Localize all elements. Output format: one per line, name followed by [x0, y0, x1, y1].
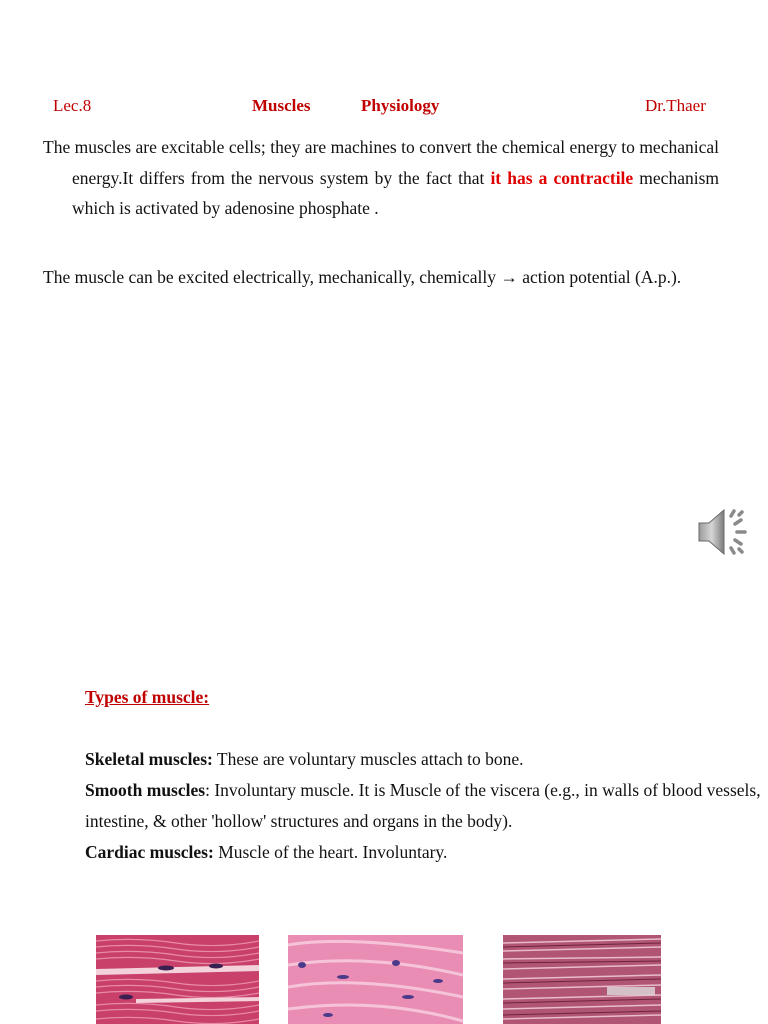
cardiac-term: Cardiac muscles:: [85, 842, 214, 862]
intro-p1-before: The muscles are excitable cells; they are machines to convert the chemical energy to mechanical energy.It differs from the nervous system by the fact that: [43, 137, 719, 188]
intro-p1-after: mechanism which is activated by adenosine phosphate .: [72, 167, 719, 218]
intro-paragraph-1: [43, 132, 719, 224]
smooth-muscle-image: [288, 935, 463, 1024]
title-word-physiology: Physiology: [361, 96, 440, 115]
title-word-muscles: Muscles: [252, 96, 311, 115]
intro-p1-highlight: it has a contractile: [490, 167, 634, 188]
smooth-desc: : Involuntary muscle. It is Muscle of the viscera (e.g., in walls of blood vessels, intestine, & other 'hollow' structures and organs in the body).: [85, 780, 761, 831]
intro-paragraph-2: The muscle can be excited electrically, mechanically, chemically → action potential (A.p.).: [43, 267, 682, 287]
cardiac-desc: Muscle of the heart. Involuntary.: [213, 842, 448, 862]
list-item-skeletal: [85, 744, 765, 775]
skeletal-muscle-image: [96, 935, 259, 1024]
types-list: [85, 744, 765, 868]
types-heading: Types of muscle:: [85, 687, 210, 707]
author-name: Dr.Thaer: [645, 96, 706, 115]
cardiac-muscle-image: [503, 935, 661, 1024]
speaker-icon[interactable]: [694, 505, 752, 559]
skeletal-term: Skeletal muscles:: [85, 749, 213, 769]
skeletal-desc: These are voluntary muscles attach to bone.: [212, 749, 524, 769]
list-item-smooth: [85, 775, 765, 837]
list-item-cardiac: [85, 837, 765, 868]
lecture-number: Lec.8: [53, 96, 92, 115]
smooth-term: Smooth muscles: [85, 780, 206, 800]
